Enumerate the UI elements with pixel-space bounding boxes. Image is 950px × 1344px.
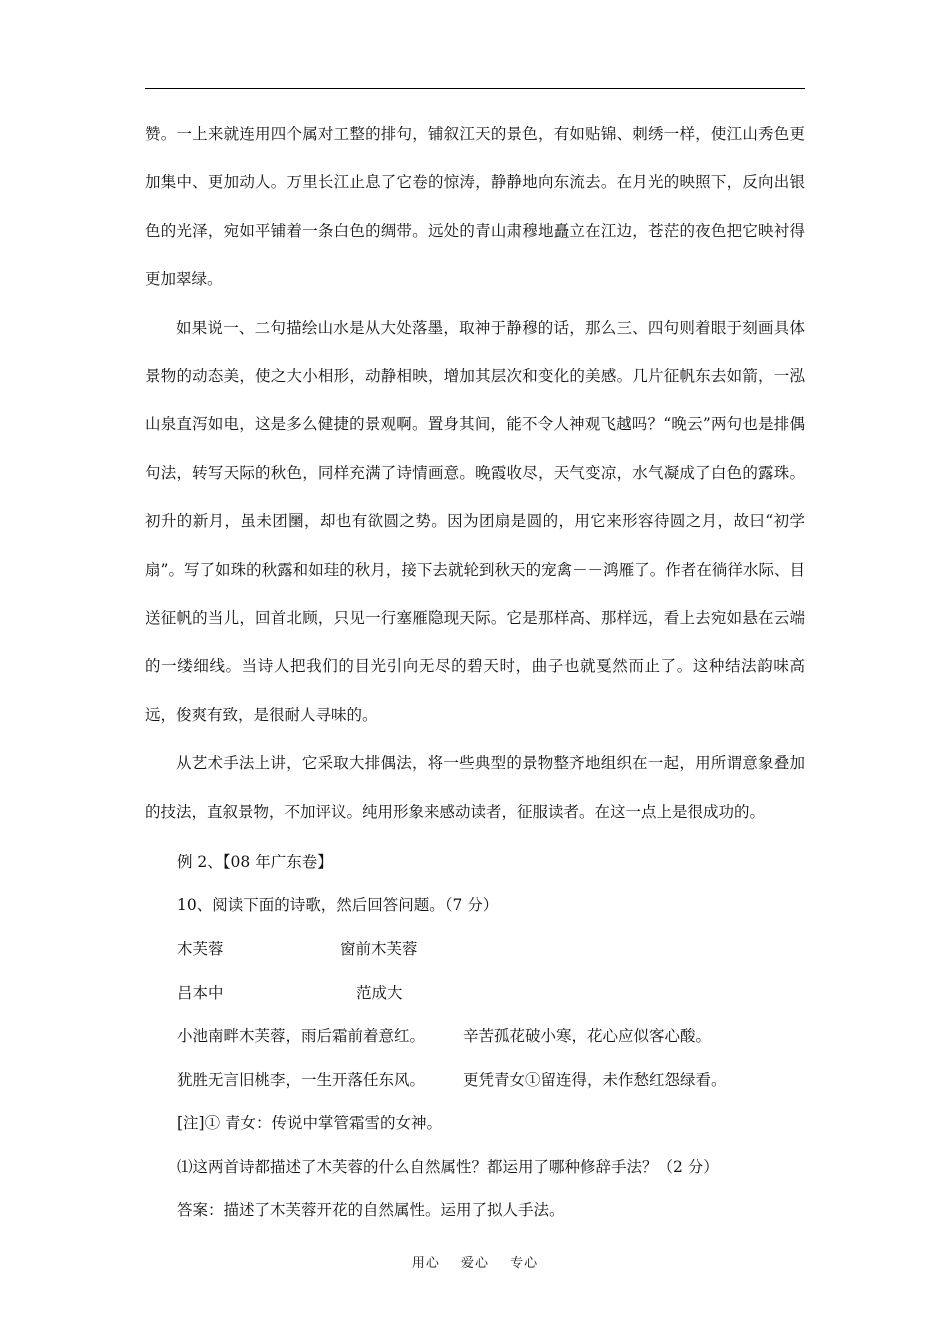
poem-left-line-1: 小池南畔木芙蓉，雨后霜前着意红。 — [177, 1027, 426, 1045]
footer-text-2: 爱心 — [460, 1256, 489, 1271]
page-footer — [0, 1252, 950, 1271]
poem-left-line-2: 犹胜无言旧桃李，一生开落任东风。 — [177, 1071, 426, 1089]
poem-left-author: 吕本中 — [177, 984, 224, 1002]
footer-text-3: 专心 — [510, 1256, 539, 1271]
footer-text-1: 用心 — [411, 1256, 440, 1271]
poem-left-title: 木芙蓉 — [177, 940, 224, 958]
poem-right-author: 范成大 — [356, 984, 403, 1002]
poem-right-line-2: 更凭青女①留连得，未作愁红怨绿看。 — [463, 1071, 727, 1089]
paragraph-1: 赞。一上来就连用四个属对工整的排句，铺叙江天的景色，有如贴锦、刺绣一样，使江山秀色更加集中、更加动人。万里长江止息了它卷的惊涛，静静地向东流去。在月光的映照下，反向出银色的光泽，宛如平铺着一条白色的绸带。远处的青山肃穆地矗立在江边，苍茫的夜色把它映衬得更加翠绿。 — [145, 125, 805, 289]
paragraph-3: 从艺术手法上讲，它采取大排偶法，将一些典型的景物整齐地组织在一起，用所谓意象叠加的技法，直叙景物，不加评议。纯用形象来感动读者，征服读者。在这一点上是很成功的。 — [145, 754, 805, 821]
question-intro: 10、阅读下面的诗歌，然后回答问题。（7 分） — [177, 896, 499, 914]
article-body — [145, 110, 805, 836]
poem-right-line-1: 辛苦孤花破小寒，花心应似客心酸。 — [463, 1027, 712, 1045]
header-rule — [145, 88, 805, 89]
annotation-note: [注]① 青女：传说中掌管霜雪的女神。 — [177, 1114, 443, 1132]
answer-1: 答案：描述了木芙蓉开花的自然属性。运用了拟人手法。 — [177, 1201, 565, 1219]
poem-right-title: 窗前木芙蓉 — [340, 940, 418, 958]
question-1: ⑴这两首诗都描述了木芙蓉的什么自然属性？都运用了哪种修辞手法？（2 分） — [177, 1158, 719, 1176]
example-heading: 例 2、【08 年广东卷】 — [177, 853, 333, 871]
paragraph-2: 如果说一、二句描绘山水是从大处落墨，取神于静穆的话，那么三、四句则着眼于刻画具体景物的动态美，使之大小相形，动静相映，增加其层次和变化的美感。几片征帆东去如箭，一泓山泉直泻如电，这是多么健捷的景观啊。置身其间，能不令人神观飞越吗？“晚云”两句也是排偶句法，转写天际的秋色，同样充满了诗情画意。晚霞收尽，天气变凉，水气凝成了白色的露珠。初升的新月，虽未团圞，却也有欲圆之势。因为团扇是圆的，用它来形容待圆之月，故曰“初学扇”。写了如珠的秋露和如珪的秋月，接下去就轮到秋天的宠禽－－鸿雁了。作者在徜徉水际、目送征帆的当儿，回首北顾，只见一行塞雁隐现天际。它是那样高、那样远，看上去宛如悬在云端的一缕细线。当诗人把我们的目光引向无尽的碧天时，曲子也就戛然而止了。这种结法韵味高远，俊爽有致，是很耐人寻味的。 — [145, 318, 805, 724]
